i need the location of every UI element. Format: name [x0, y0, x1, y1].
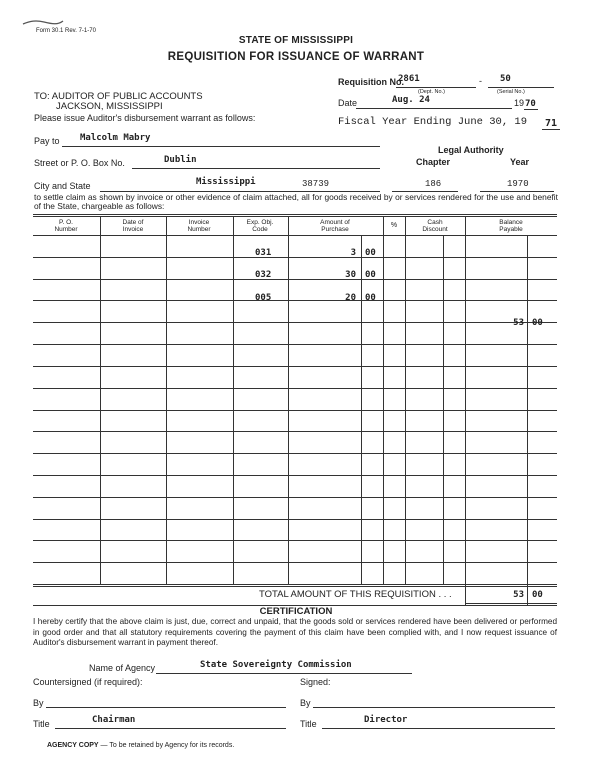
form-number: Form 30.1 Rev. 7-1-70	[36, 28, 96, 34]
col-percent: %	[390, 222, 398, 229]
total-label: TOTAL AMOUNT OF THIS REQUISITION . . .	[259, 589, 452, 600]
requisition-number-line	[396, 87, 476, 88]
col-exp-obj-code: Exp. Obj. Code	[246, 219, 274, 233]
signed-label: Signed:	[300, 677, 331, 687]
table-row-line	[33, 344, 557, 345]
dash: -	[479, 76, 482, 86]
year-label: Year	[510, 157, 530, 167]
row2-cents[interactable]: 00	[365, 270, 376, 280]
col-date-of-invoice: Date of Invoice	[122, 219, 144, 233]
countersigned-label: Countersigned (if required):	[33, 677, 143, 687]
table-row-line	[33, 366, 557, 367]
table-row-line	[33, 519, 557, 520]
left-title-label: Title	[33, 719, 50, 729]
street-line	[132, 168, 380, 169]
legal-authority-label: Legal Authority	[438, 145, 504, 155]
row2-dollars[interactable]: 30	[345, 270, 356, 280]
agency-line	[156, 673, 412, 674]
city-label: City and State	[34, 181, 91, 191]
footer-agency-copy: AGENCY COPY	[47, 742, 99, 749]
requisition-number[interactable]: 2861	[398, 74, 420, 84]
table-row-line	[33, 453, 557, 454]
table-row-line	[33, 300, 557, 301]
certification-text: I hereby certify that the above claim is just, due, correct and unpaid, that the goods sold or services rendered have been delivered or performed in good order and that all statutory requirements covering the payment of this claim have been complied with, and I now request issuance of Auditor's disbursement warrant in payment thereof.	[33, 617, 557, 647]
table-row-line	[33, 540, 557, 541]
pay-to-label: Pay to	[34, 136, 60, 146]
row2-code[interactable]: 032	[255, 270, 272, 280]
col-invoice-number: Invoice Number	[187, 219, 211, 233]
zip-value[interactable]: 38739	[302, 179, 330, 189]
date-line	[356, 108, 512, 109]
pen-mark-scribble	[22, 18, 64, 28]
left-title-value[interactable]: Chairman	[92, 715, 136, 725]
certification-heading: CERTIFICATION	[259, 606, 333, 617]
col-po-number: P. O. Number	[54, 219, 78, 233]
col-amount-of-purchase: Amount of Purchase	[320, 219, 350, 233]
pay-to-line	[62, 146, 380, 147]
addressee-line2: JACKSON, MISSISSIPPI	[56, 101, 163, 112]
table-row-line	[33, 431, 557, 432]
year-prefix: 19	[514, 98, 525, 108]
agency-value[interactable]: State Sovereignty Commission	[200, 660, 352, 670]
city-value[interactable]: Mississippi	[196, 177, 256, 187]
right-title-value[interactable]: Director	[364, 715, 408, 725]
table-row-line	[33, 279, 557, 280]
balance-dollars[interactable]: 53	[513, 318, 524, 328]
footer-note	[47, 742, 234, 749]
row1-code[interactable]: 031	[255, 248, 272, 258]
right-title-line	[322, 728, 555, 729]
row1-dollars[interactable]: 3	[350, 248, 356, 258]
row3-cents[interactable]: 00	[365, 293, 376, 303]
row3-code[interactable]: 005	[255, 293, 272, 303]
requisition-label: Requisition No.	[338, 77, 404, 87]
date-label: Date	[338, 98, 358, 108]
table-row-line	[33, 410, 557, 411]
footer-text: — To be retained by Agency for its records.	[98, 742, 235, 749]
settle-claim-text: to settle claim as shown by invoice or other evidence of claim attached, all for goods received by or services rendered for the use and benefit of the State, chargeable as follows:	[34, 192, 558, 211]
date-value[interactable]: Aug. 24	[392, 95, 430, 105]
year-value[interactable]: 1970	[507, 179, 529, 189]
chapter-value[interactable]: 186	[425, 179, 442, 189]
total-dollars[interactable]: 53	[513, 590, 524, 600]
addressee-line1: TO: AUDITOR OF PUBLIC ACCOUNTS	[34, 91, 203, 102]
agency-label: Name of Agency	[89, 663, 156, 673]
dept-caption: (Dept. No.)	[418, 89, 445, 95]
form-title: REQUISITION FOR ISSUANCE OF WARRANT	[167, 51, 425, 63]
year-suffix[interactable]: 70	[525, 99, 536, 109]
street-value[interactable]: Dublin	[164, 155, 197, 165]
right-by-label: By	[300, 698, 311, 708]
state-title: STATE OF MISSISSIPPI	[238, 35, 354, 46]
serial-caption: (Serial No.)	[497, 89, 525, 95]
street-label: Street or P. O. Box No.	[34, 158, 125, 168]
row3-dollars[interactable]: 20	[345, 293, 356, 303]
row1-cents[interactable]: 00	[365, 248, 376, 258]
table-row-line	[33, 475, 557, 476]
serial-number[interactable]: 50	[500, 74, 511, 84]
instruction-text: Please issue Auditor's disbursement warrant as follows:	[34, 113, 256, 123]
table-row-line	[33, 497, 557, 498]
left-by-label: By	[33, 698, 44, 708]
table-row-line	[33, 562, 557, 563]
fiscal-year-label: Fiscal Year Ending June 30, 19	[338, 116, 528, 128]
right-by-line[interactable]	[313, 707, 555, 708]
right-title-label: Title	[300, 719, 317, 729]
fiscal-year-value[interactable]: 71	[542, 118, 560, 130]
left-title-line	[55, 728, 286, 729]
table-row-line	[33, 257, 557, 258]
total-cents[interactable]: 00	[532, 590, 543, 600]
table-row-line	[33, 388, 557, 389]
balance-cents[interactable]: 00	[532, 318, 543, 328]
serial-number-line	[488, 87, 554, 88]
col-balance-payable: Balance Payable	[499, 219, 523, 233]
pay-to-value[interactable]: Malcolm Mabry	[80, 133, 151, 143]
left-by-line[interactable]	[46, 707, 286, 708]
chapter-label: Chapter	[416, 157, 451, 167]
col-cash-discount: Cash Discount	[422, 219, 448, 233]
